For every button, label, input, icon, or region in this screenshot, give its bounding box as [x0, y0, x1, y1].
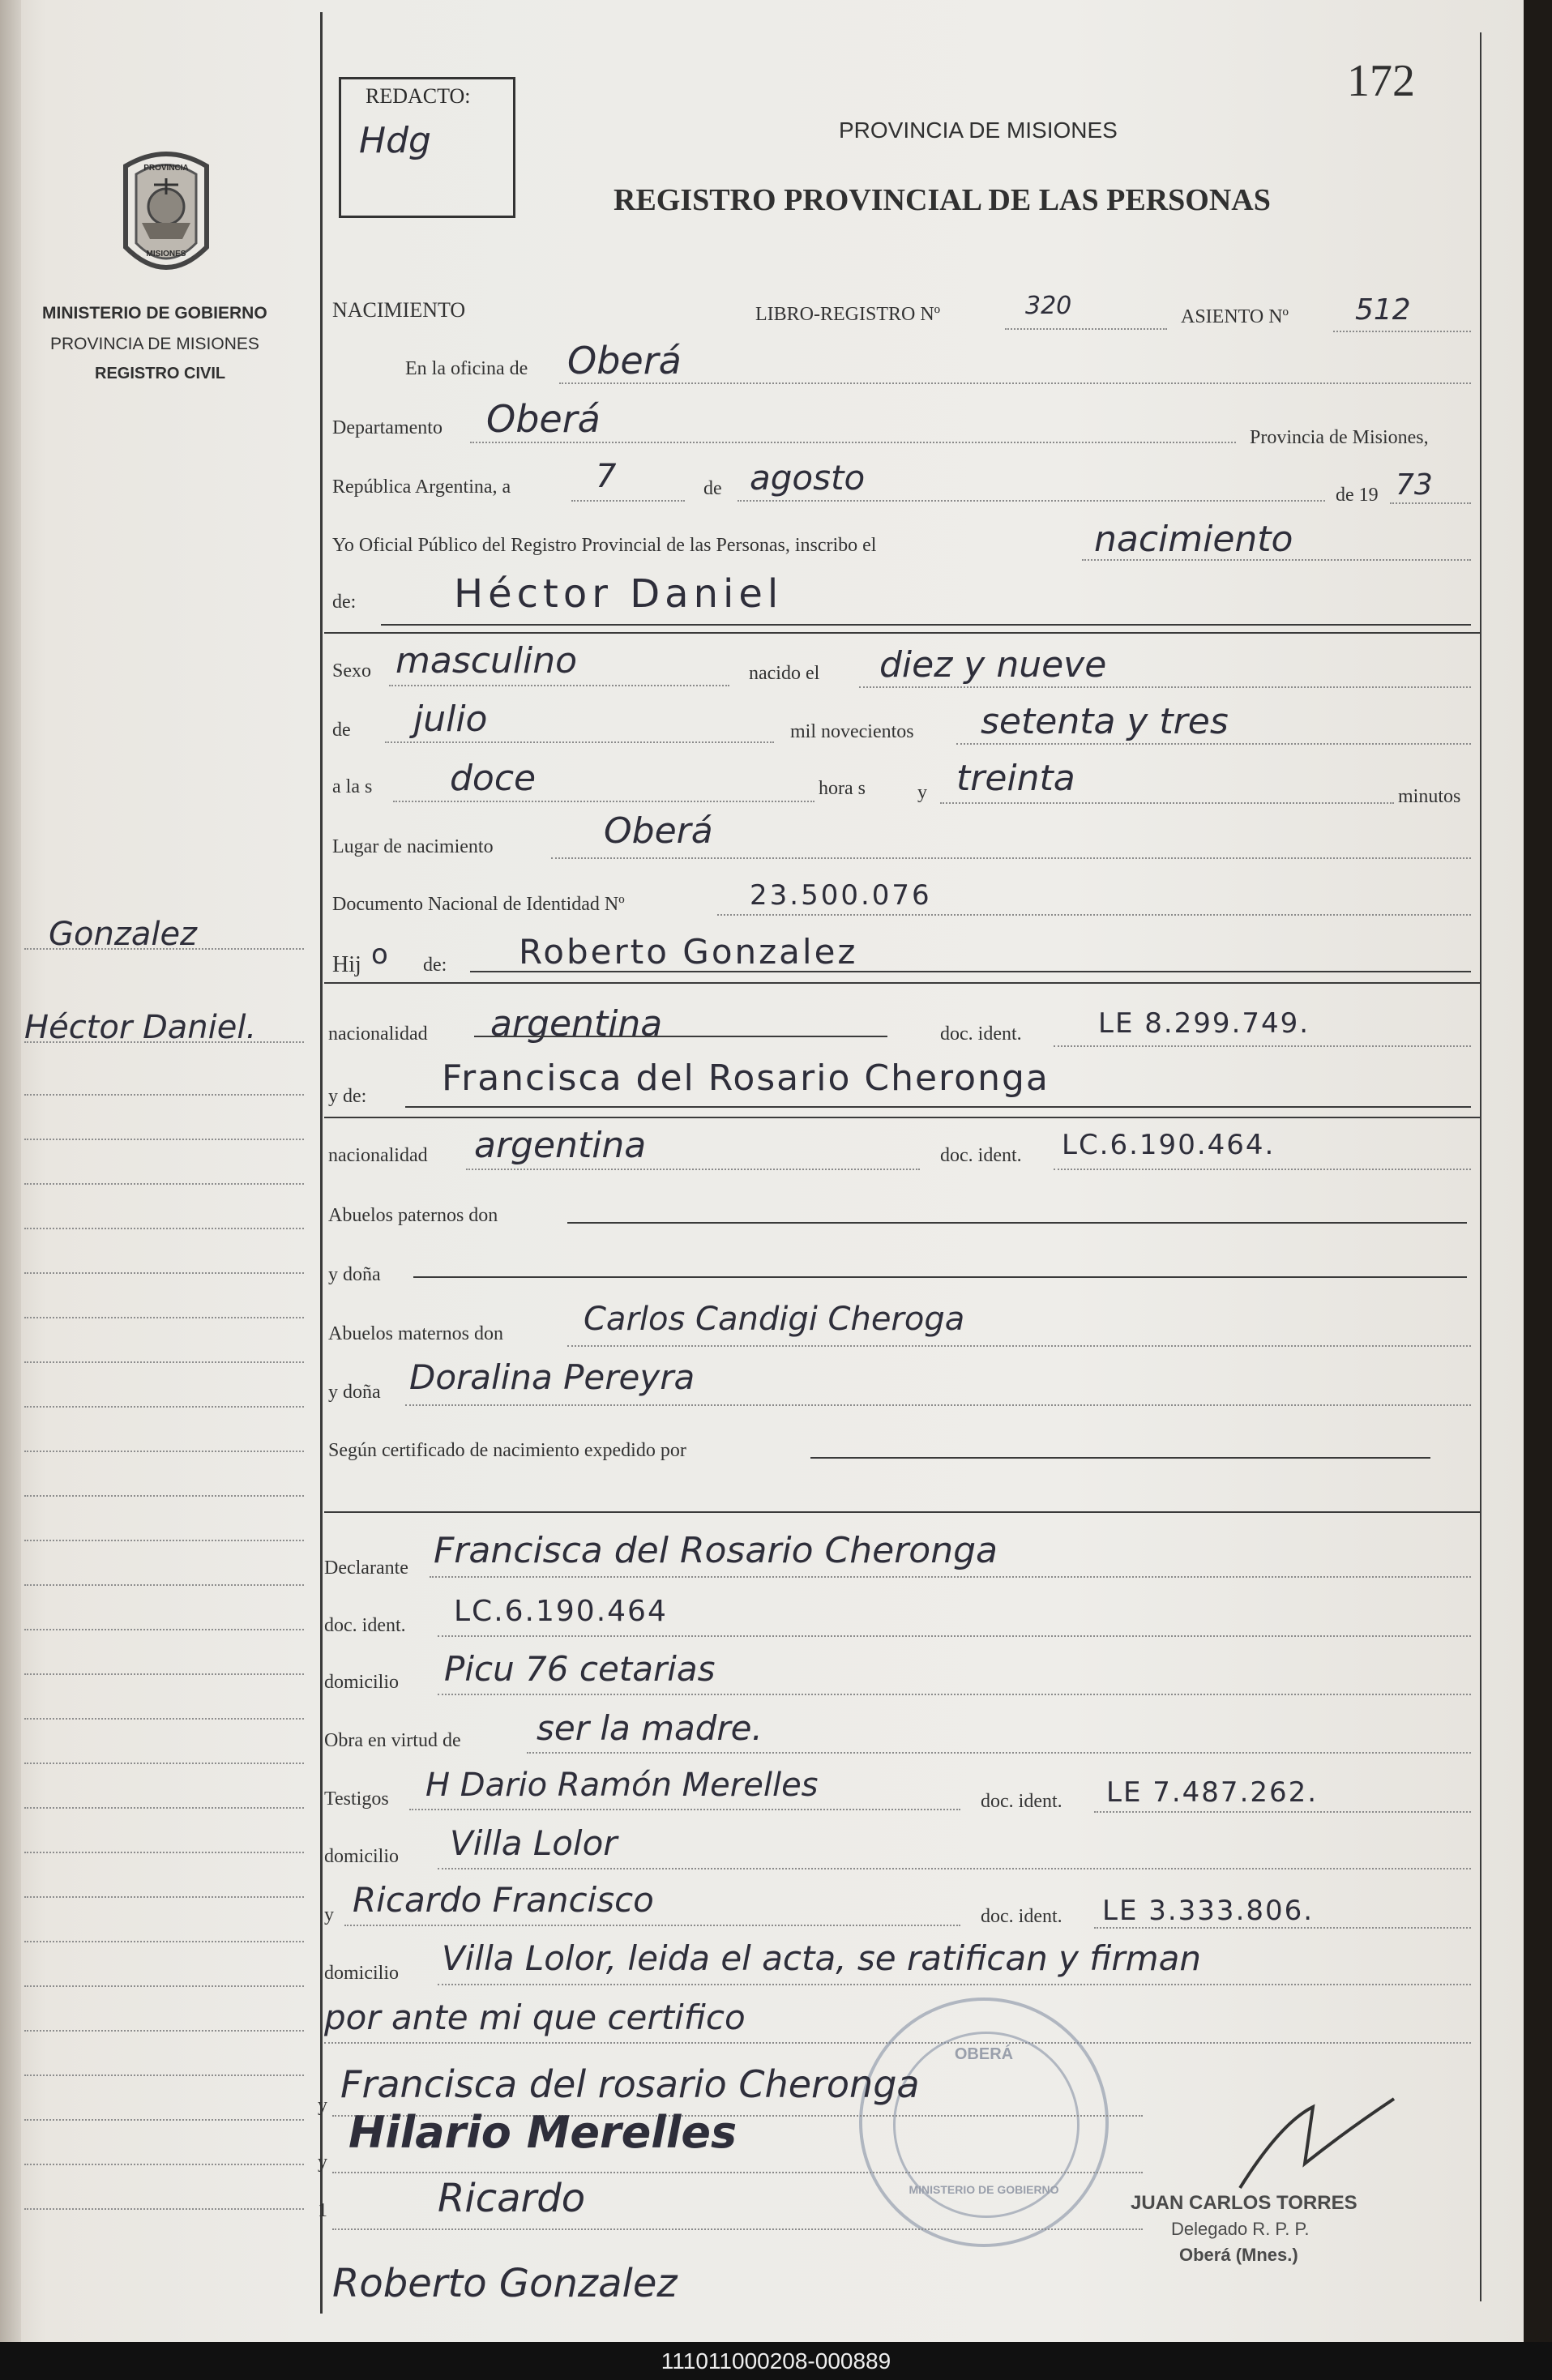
birth-minutes-line [940, 802, 1394, 804]
inscribo-value: nacimiento [1094, 519, 1293, 560]
father-doc-label: doc. ident. [940, 1023, 1022, 1045]
oficina-value: Oberá [567, 339, 682, 382]
birth-hour: doce [450, 758, 537, 799]
page-binding [0, 0, 21, 2342]
declarant-name: Francisca del Rosario Cheronga [434, 1530, 998, 1571]
departamento-value: Oberá [486, 397, 601, 441]
mother-label: y de: [328, 1086, 367, 1107]
margin-line [24, 1317, 304, 1318]
margin-line [24, 1896, 304, 1898]
margin-line [24, 1451, 304, 1452]
day-value: 7 [596, 458, 617, 495]
margin-line [24, 1406, 304, 1408]
mother-section-rule [324, 1117, 1480, 1118]
margin-line [24, 1094, 304, 1096]
paternal-grandfather-label: Abuelos paternos don [328, 1205, 498, 1226]
y-label: y [917, 782, 927, 803]
margin-surname: Gonzalez [49, 916, 198, 953]
witness2-doc: LE 3.333.806. [1102, 1895, 1315, 1927]
witness2-doc-line [1094, 1927, 1471, 1929]
oficial-text: Yo Oficial Público del Registro Provincial de las Personas, inscribo el [332, 535, 877, 556]
father-line [470, 971, 1471, 972]
witness2-label: y [324, 1904, 334, 1925]
sexo-line [389, 685, 729, 686]
signature-witness2: Ricardo [438, 2176, 586, 2221]
section-rule [324, 632, 1480, 634]
maternal-grandmother: Doralina Pereyra [409, 1357, 695, 1397]
year-value: 73 [1396, 468, 1433, 502]
maternal-grandfather-label: Abuelos maternos don [328, 1323, 503, 1344]
mother-nationality-line [466, 1169, 920, 1170]
margin-line [24, 2164, 304, 2165]
registry-heading: REGISTRO PROVINCIAL DE LAS PERSONAS [614, 183, 1271, 217]
de-colon-label: de: [332, 592, 357, 613]
libro-value: 320 [1025, 292, 1072, 320]
signature-mother: Francisca del rosario Cheronga [340, 2062, 920, 2106]
margin-line [24, 1763, 304, 1764]
birth-month: julio [413, 699, 488, 740]
page-number: 172 [1347, 56, 1415, 106]
birth-year-words: setenta y tres [981, 701, 1229, 742]
mother-nationality-label: nacionalidad [328, 1145, 428, 1166]
witness2-address-label: domicilio [324, 1963, 399, 1984]
declarant-doc-label: doc. ident. [324, 1615, 406, 1636]
provincia-suffix: Provincia de Misiones, [1250, 427, 1429, 448]
emblem-top-text: PROVINCIA [143, 164, 189, 173]
month-value: agosto [750, 458, 866, 498]
sig-line-marker: 1 [318, 2200, 327, 2221]
republica-label: República Argentina, a [332, 476, 511, 498]
paternal-grandmother-label: y doña [328, 1264, 381, 1285]
minutos-label: minutos [1398, 786, 1461, 807]
dni-label: Documento Nacional de Identidad Nº [332, 894, 625, 915]
margin-line [24, 2074, 304, 2076]
father-nationality: argentina [490, 1003, 663, 1045]
mother-doc: LC.6.190.464. [1062, 1129, 1276, 1161]
sig-line-marker: y [318, 2151, 327, 2173]
de-label: de [703, 478, 722, 499]
margin-line [24, 1228, 304, 1229]
margin-line [24, 1673, 304, 1675]
witness1-name: H Dario Ramón Merelles [425, 1767, 819, 1804]
birth-day-words: diez y nueve [879, 644, 1107, 686]
margin-line [24, 1584, 304, 1586]
closing-statement: por ante mi que certifico [324, 1998, 746, 2037]
dni-line [717, 914, 1471, 916]
signature-father: Roberto Gonzalez [332, 2261, 678, 2306]
maternal-grandfather-line [567, 1345, 1471, 1347]
year-prefix: de 19 [1336, 485, 1379, 506]
declarant-address: Picu 76 cetarias [444, 1649, 716, 1689]
margin-line [24, 1718, 304, 1720]
witness1-line [409, 1809, 960, 1810]
asiento-label: ASIENTO Nº [1181, 306, 1289, 327]
record-type: NACIMIENTO [332, 298, 466, 322]
hora-label: hora s [819, 778, 866, 799]
margin-given-names: Héctor Daniel. [24, 1009, 257, 1046]
birth-year-line [956, 743, 1471, 745]
margin-line [24, 1852, 304, 1853]
sexo-value: masculino [395, 640, 578, 682]
witnesses-label: Testigos [324, 1788, 389, 1810]
month-line [738, 500, 1325, 502]
hijo-suffix: o [371, 938, 388, 971]
province-heading: PROVINCIA DE MISIONES [839, 118, 1118, 143]
witness2-address-line [438, 1984, 1471, 1985]
right-border [1480, 32, 1481, 2301]
witness2-line [344, 1925, 960, 1926]
father-doc: LE 8.299.749. [1098, 1007, 1310, 1040]
official-title: Delegado R. P. P. [1171, 2219, 1310, 2239]
year-line [1390, 502, 1471, 504]
asiento-line [1333, 331, 1471, 332]
mother-nationality: argentina [474, 1125, 647, 1166]
ministry-label: MINISTERIO DE GOBIERNO [42, 304, 267, 323]
witness2-doc-label: doc. ident. [981, 1906, 1062, 1927]
emblem-bottom-text: MISIONES [146, 250, 186, 259]
declarant-line [430, 1576, 1471, 1578]
obra-line [527, 1752, 1471, 1754]
official-place: Oberá (Mnes.) [1179, 2245, 1298, 2265]
margin-line [24, 1183, 304, 1185]
maternal-grandmother-label: y doña [328, 1382, 381, 1403]
father-doc-line [1054, 1045, 1471, 1047]
maternal-grandfather: Carlos Candigi Cheroga [584, 1301, 965, 1338]
lugar-value: Oberá [604, 810, 713, 852]
father-section-rule [324, 982, 1480, 984]
margin-line [24, 2030, 304, 2032]
certificate-line [810, 1457, 1430, 1459]
asiento-value: 512 [1355, 293, 1411, 327]
province-label: PROVINCIA DE MISIONES [50, 335, 259, 353]
libro-label: LIBRO-REGISTRO Nº [755, 304, 941, 325]
margin-line [24, 1985, 304, 1987]
hijo-de-label: de: [423, 955, 447, 976]
margin-line [24, 1941, 304, 1942]
official-name: JUAN CARLOS TORRES [1131, 2192, 1357, 2214]
a-la-label: a la s [332, 776, 373, 797]
paternal-grandfather-line [567, 1222, 1467, 1224]
paternal-grandmother-line [413, 1276, 1467, 1278]
declarant-address-line [438, 1694, 1471, 1695]
margin-line [24, 1495, 304, 1497]
declarant-label: Declarante [324, 1557, 408, 1579]
witness1-address-label: domicilio [324, 1846, 399, 1867]
margin-line [24, 1272, 304, 1274]
sig-line-marker: y [318, 2095, 327, 2116]
margin-line [24, 1807, 304, 1809]
de-month-label: de [332, 720, 351, 741]
official-seal [859, 1998, 1109, 2247]
signature-line [332, 2172, 1143, 2173]
seal-top-text: OBERÁ [954, 2045, 1014, 2063]
redacto-label: REDACTO: [366, 84, 471, 108]
signature-line [332, 2228, 1143, 2230]
mil-label: mil novecientos [790, 721, 914, 742]
birth-minutes: treinta [956, 758, 1075, 799]
birth-hour-line [393, 801, 814, 802]
margin-line [24, 2208, 304, 2210]
obra-value: ser la madre. [537, 1708, 763, 1748]
maternal-grandmother-line [405, 1404, 1471, 1406]
redacto-box [339, 77, 515, 218]
birth-day-line [859, 686, 1471, 688]
margin-divider [320, 12, 323, 2314]
hijo-label: Hij [332, 952, 361, 977]
oficina-line [559, 382, 1471, 384]
margin-line [24, 1629, 304, 1630]
declarant-address-label: domicilio [324, 1672, 399, 1693]
witness2-name: Ricardo Francisco [353, 1880, 654, 1920]
father-nationality-line [474, 1036, 887, 1037]
civil-registry-label: REGISTRO CIVIL [95, 365, 226, 382]
declarant-doc: LC.6.190.464 [454, 1595, 668, 1628]
libro-line [1005, 328, 1167, 330]
departamento-line [470, 442, 1236, 443]
day-line [571, 500, 685, 502]
mother-name: Francisca del Rosario Cheronga [442, 1058, 1050, 1099]
inscribo-line [1082, 559, 1471, 561]
name-line [381, 624, 1471, 626]
lugar-label: Lugar de nacimiento [332, 836, 494, 857]
witness1-doc-line [1094, 1811, 1471, 1813]
obra-label: Obra en virtud de [324, 1730, 461, 1751]
archive-code: 111011000208-000889 [0, 2342, 1552, 2380]
margin-line [24, 2119, 304, 2121]
witness1-address-line [438, 1868, 1471, 1869]
witness1-doc: LE 7.487.262. [1106, 1776, 1319, 1809]
departamento-label: Departamento [332, 417, 443, 438]
oficina-label: En la oficina de [405, 358, 528, 379]
sexo-label: Sexo [332, 660, 371, 682]
declarant-section-rule [324, 1511, 1480, 1513]
dni-value: 23.500.076 [750, 879, 932, 912]
official-signature-scribble [1208, 2074, 1418, 2204]
birth-month-line [385, 741, 774, 743]
lugar-line [551, 857, 1471, 859]
mother-doc-label: doc. ident. [940, 1145, 1022, 1166]
certificate-label: Según certificado de nacimiento expedido por [328, 1440, 686, 1461]
nacido-label: nacido el [749, 663, 820, 684]
mother-line [405, 1106, 1471, 1108]
signature-witness1: Hilario Merelles [348, 2107, 738, 2158]
margin-line [24, 1540, 304, 1541]
declarant-doc-line [438, 1635, 1471, 1637]
witness1-address: Villa Lolor [450, 1823, 618, 1863]
redacto-value: Hdg [359, 120, 431, 161]
mother-doc-line [1054, 1169, 1471, 1170]
registrant-name: Héctor Daniel [454, 571, 784, 617]
coat-of-arms-icon [113, 146, 219, 288]
witness1-doc-label: doc. ident. [981, 1791, 1062, 1812]
father-name: Roberto Gonzalez [519, 932, 858, 972]
father-nationality-label: nacionalidad [328, 1023, 428, 1045]
margin-line [24, 1139, 304, 1140]
witness2-address: Villa Lolor, leida el acta, se ratifican y firman [442, 1938, 1201, 1978]
seal-bottom-text: MINISTERIO DE GOBIERNO [909, 2183, 1059, 2196]
margin-line [24, 1361, 304, 1363]
